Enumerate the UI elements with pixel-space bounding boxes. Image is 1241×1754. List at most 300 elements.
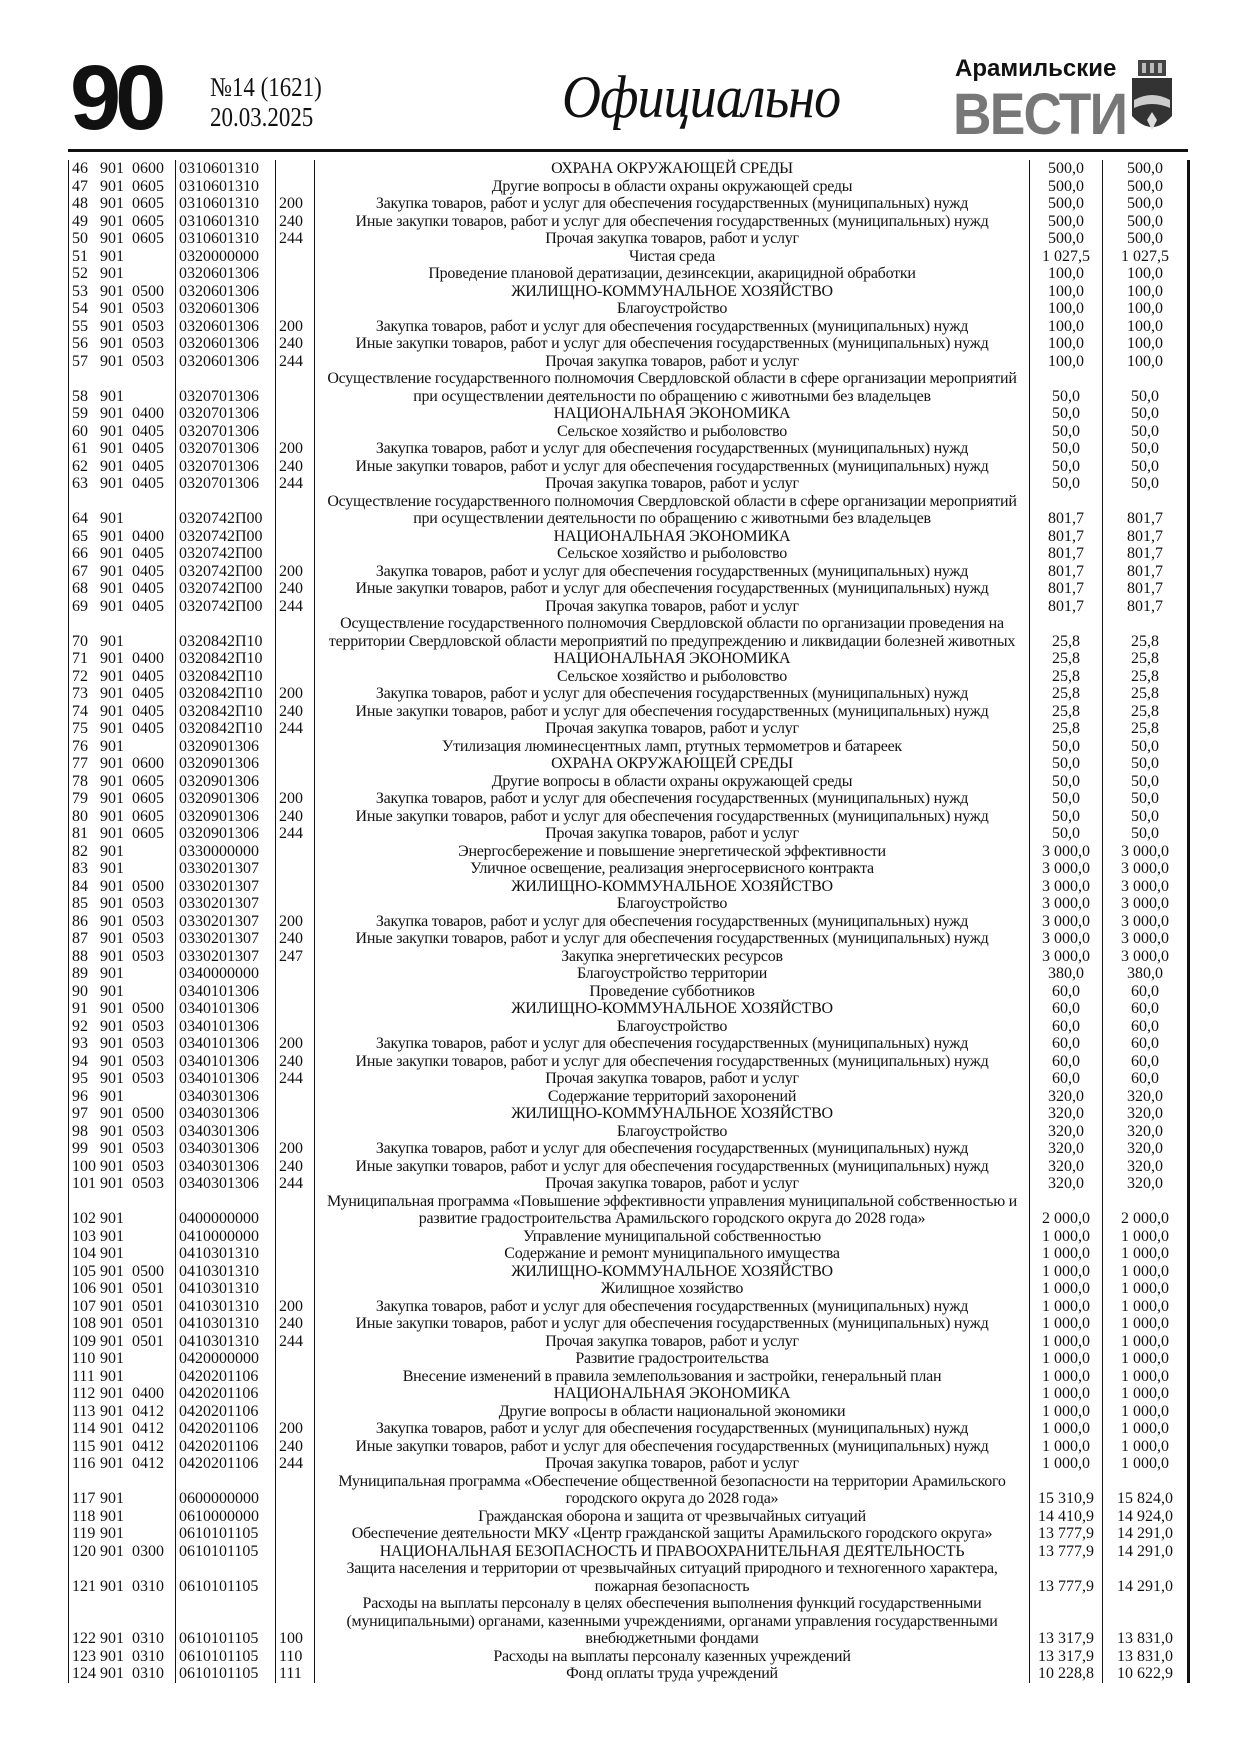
- row-number: 81: [72, 825, 88, 842]
- target-article-code: 0340301306: [176, 1175, 276, 1193]
- row-codes: [69, 1315, 176, 1333]
- target-article-code: 0320601306: [176, 300, 276, 318]
- expense-name: Содержание и ремонт муниципального имущества: [315, 1245, 1030, 1263]
- table-row: [69, 895, 1189, 913]
- expense-type-code: [276, 370, 315, 405]
- amount-year-2: 50,0: [1103, 738, 1189, 756]
- expense-name: НАЦИОНАЛЬНАЯ ЭКОНОМИКА: [315, 1385, 1030, 1403]
- amount-year-2: 13 831,0: [1103, 1648, 1189, 1666]
- expense-type-code: [276, 878, 315, 896]
- expense-type-code: [276, 265, 315, 283]
- expense-name: Прочая закупка товаров, работ и услуг: [315, 1333, 1030, 1351]
- expense-name: Благоустройство: [315, 1018, 1030, 1036]
- section-code: 0405: [132, 422, 164, 440]
- ved-code: 901: [100, 247, 124, 265]
- row-number: 56: [72, 335, 88, 352]
- row-number: 88: [72, 947, 88, 965]
- table-row: [69, 1088, 1189, 1106]
- target-article-code: 0310601310: [176, 213, 276, 231]
- ved-code: 901: [100, 440, 124, 457]
- ved-code: 901: [100, 1140, 124, 1157]
- target-article-code: 0610101105: [176, 1648, 276, 1666]
- expense-type-code: 200: [276, 1140, 315, 1158]
- row-number: 47: [72, 177, 88, 195]
- expense-name: Прочая закупка товаров, работ и услуг: [315, 1455, 1030, 1473]
- ved-code: 901: [100, 1035, 124, 1052]
- table-row: [69, 1648, 1189, 1666]
- row-number: 94: [72, 1052, 88, 1070]
- target-article-code: 0310601310: [176, 178, 276, 196]
- amount-year-2: 15 824,0: [1103, 1473, 1189, 1508]
- amount-year-1: 25,8: [1030, 720, 1103, 738]
- ved-code: 901: [100, 860, 124, 877]
- ved-code: 901: [100, 807, 124, 825]
- expense-type-code: 240: [276, 580, 315, 598]
- row-codes: [69, 1368, 176, 1386]
- amount-year-1: 50,0: [1030, 755, 1103, 773]
- expense-type-code: [276, 1105, 315, 1123]
- row-codes: [69, 1420, 176, 1438]
- amount-year-1: 60,0: [1030, 1070, 1103, 1088]
- amount-year-2: 100,0: [1103, 265, 1189, 283]
- amount-year-1: 25,8: [1030, 650, 1103, 668]
- amount-year-2: 380,0: [1103, 965, 1189, 983]
- table-row: [69, 1403, 1189, 1421]
- amount-year-2: 801,7: [1103, 580, 1189, 598]
- target-article-code: 0330201307: [176, 860, 276, 878]
- row-codes: [69, 195, 176, 213]
- expense-name: ОХРАНА ОКРУЖАЮЩЕЙ СРЕДЫ: [315, 755, 1030, 773]
- section-code: 0405: [132, 475, 164, 492]
- row-codes: [69, 1455, 176, 1473]
- amount-year-2: 50,0: [1103, 370, 1189, 405]
- ved-code: 901: [100, 1262, 124, 1280]
- amount-year-1: 50,0: [1030, 458, 1103, 476]
- ved-code: 901: [100, 1665, 124, 1682]
- table-row: [69, 405, 1189, 423]
- expense-name: Прочая закупка товаров, работ и услуг: [315, 598, 1030, 616]
- table-row: [69, 860, 1189, 878]
- amount-year-2: 14 291,0: [1103, 1525, 1189, 1543]
- row-number: 61: [72, 440, 88, 457]
- row-codes: [69, 948, 176, 966]
- row-number: 124: [72, 1665, 96, 1682]
- ved-code: 901: [100, 212, 124, 230]
- amount-year-1: 50,0: [1030, 825, 1103, 843]
- section-code: 0503: [132, 947, 164, 965]
- ved-code: 901: [100, 562, 124, 580]
- expense-name: ЖИЛИЩНО-КОММУНАЛЬНОЕ ХОЗЯЙСТВО: [315, 1105, 1030, 1123]
- target-article-code: 0340101306: [176, 1018, 276, 1036]
- expense-name: Закупка товаров, работ и услуг для обеспечения государственных (муниципальных) нужд: [315, 1420, 1030, 1438]
- table-row: [69, 580, 1189, 598]
- target-article-code: 0420201106: [176, 1385, 276, 1403]
- row-codes: [69, 598, 176, 616]
- ved-code: 901: [100, 1542, 124, 1560]
- row-number: 90: [72, 982, 88, 1000]
- amount-year-2: 13 831,0: [1103, 1595, 1189, 1648]
- row-number: 98: [72, 1122, 88, 1140]
- amount-year-1: 380,0: [1030, 965, 1103, 983]
- amount-year-2: 10 622,9: [1103, 1665, 1189, 1683]
- ved-code: 901: [100, 1630, 124, 1647]
- section-code: 0503: [132, 1140, 164, 1157]
- table-row: [69, 160, 1189, 178]
- table-row: [69, 178, 1189, 196]
- amount-year-2: 500,0: [1103, 230, 1189, 248]
- expense-type-code: [276, 545, 315, 563]
- expense-type-code: [276, 1473, 315, 1508]
- table-row: [69, 668, 1189, 686]
- amount-year-2: 3 000,0: [1103, 913, 1189, 931]
- expense-type-code: [276, 895, 315, 913]
- expense-name: Содержание территорий захоронений: [315, 1088, 1030, 1106]
- amount-year-1: 13 777,9: [1030, 1543, 1103, 1561]
- table-row: [69, 1263, 1189, 1281]
- row-number: 110: [72, 1350, 96, 1367]
- row-number: 92: [72, 1017, 88, 1035]
- target-article-code: 0410301310: [176, 1263, 276, 1281]
- target-article-code: 0340000000: [176, 965, 276, 983]
- row-codes: [69, 440, 176, 458]
- expense-name: Иные закупки товаров, работ и услуг для обеспечения государственных (муниципальных) нужд: [315, 1315, 1030, 1333]
- ved-code: 901: [100, 1105, 124, 1122]
- row-codes: [69, 213, 176, 231]
- expense-name: Закупка товаров, работ и услуг для обеспечения государственных (муниципальных) нужд: [315, 1298, 1030, 1316]
- section-code: 0600: [132, 755, 164, 772]
- amount-year-2: 1 000,0: [1103, 1420, 1189, 1438]
- target-article-code: 0410301310: [176, 1315, 276, 1333]
- section-code: 0501: [132, 1332, 164, 1350]
- target-article-code: 0320601306: [176, 318, 276, 336]
- ved-code: 901: [100, 1280, 124, 1297]
- expense-type-code: 240: [276, 1158, 315, 1176]
- expense-name: Расходы на выплаты персоналу казенных учреждений: [315, 1648, 1030, 1666]
- ved-code: 901: [100, 1157, 124, 1175]
- expense-type-code: 110: [276, 1648, 315, 1666]
- row-number: 103: [72, 1227, 96, 1245]
- target-article-code: 0320842П10: [176, 720, 276, 738]
- row-codes: [69, 563, 176, 581]
- ved-code: 901: [100, 545, 124, 562]
- amount-year-2: 25,8: [1103, 668, 1189, 686]
- target-article-code: 0320601306: [176, 283, 276, 301]
- ved-code: 901: [100, 965, 124, 982]
- ved-code: 901: [100, 335, 124, 352]
- expense-type-code: 200: [276, 563, 315, 581]
- section-code: 0405: [132, 685, 164, 702]
- row-number: 80: [72, 807, 88, 825]
- row-number: 51: [72, 247, 88, 265]
- amount-year-1: 25,8: [1030, 703, 1103, 721]
- table-row: [69, 440, 1189, 458]
- table-row: [69, 1105, 1189, 1123]
- target-article-code: 0310601310: [176, 160, 276, 178]
- amount-year-1: 1 000,0: [1030, 1333, 1103, 1351]
- amount-year-2: 801,7: [1103, 563, 1189, 581]
- target-article-code: 0320701306: [176, 423, 276, 441]
- ved-code: 901: [100, 1577, 124, 1595]
- section-code: 0405: [132, 457, 164, 475]
- expense-name: Иные закупки товаров, работ и услуг для обеспечения государственных (муниципальных) нужд: [315, 703, 1030, 721]
- row-codes: [69, 1245, 176, 1263]
- target-article-code: 0330201307: [176, 895, 276, 913]
- table-row: [69, 843, 1189, 861]
- row-number: 53: [72, 282, 88, 300]
- expense-type-code: 200: [276, 1420, 315, 1438]
- row-codes: [69, 930, 176, 948]
- target-article-code: 0320901306: [176, 808, 276, 826]
- row-number: 89: [72, 965, 88, 982]
- row-codes: [69, 1105, 176, 1123]
- amount-year-2: 14 291,0: [1103, 1543, 1189, 1561]
- section-code: 0605: [132, 790, 164, 807]
- expense-name: Закупка товаров, работ и услуг для обеспечения государственных (муниципальных) нужд: [315, 195, 1030, 213]
- ved-code: 901: [100, 1000, 124, 1017]
- expense-type-code: [276, 1403, 315, 1421]
- section-code: 0405: [132, 597, 164, 615]
- row-codes: [69, 1035, 176, 1053]
- amount-year-1: 50,0: [1030, 790, 1103, 808]
- section-code: 0605: [132, 825, 164, 842]
- section-code: 0310: [132, 1647, 164, 1665]
- expense-type-code: [276, 493, 315, 528]
- row-number: 58: [72, 387, 88, 405]
- row-codes: [69, 913, 176, 931]
- expense-name: Иные закупки товаров, работ и услуг для обеспечения государственных (муниципальных) нужд: [315, 580, 1030, 598]
- amount-year-2: 50,0: [1103, 773, 1189, 791]
- expense-type-code: [276, 650, 315, 668]
- amount-year-1: 14 410,9: [1030, 1508, 1103, 1526]
- issue-info: [210, 72, 322, 132]
- amount-year-2: 50,0: [1103, 458, 1189, 476]
- expense-name: Прочая закупка товаров, работ и услуг: [315, 230, 1030, 248]
- amount-year-1: 3 000,0: [1030, 913, 1103, 931]
- ved-code: 901: [100, 1367, 124, 1385]
- row-number: 85: [72, 895, 88, 912]
- ved-code: 901: [100, 1315, 124, 1332]
- expense-type-code: [276, 615, 315, 650]
- amount-year-2: 100,0: [1103, 283, 1189, 301]
- section-code: 0500: [132, 1000, 164, 1017]
- expense-name: НАЦИОНАЛЬНАЯ ЭКОНОМИКА: [315, 650, 1030, 668]
- expense-name: Иные закупки товаров, работ и услуг для обеспечения государственных (муниципальных) нужд: [315, 213, 1030, 231]
- row-number: 104: [72, 1245, 96, 1262]
- ved-code: 901: [100, 982, 124, 1000]
- table-row: [69, 650, 1189, 668]
- ved-code: 901: [100, 685, 124, 702]
- row-number: 99: [72, 1140, 88, 1157]
- row-number: 107: [72, 1297, 96, 1315]
- row-codes: [69, 878, 176, 896]
- expense-name: Энергосбережение и повышение энергетической эффективности: [315, 843, 1030, 861]
- row-codes: [69, 493, 176, 528]
- row-codes: [69, 1000, 176, 1018]
- amount-year-2: 25,8: [1103, 720, 1189, 738]
- amount-year-2: 50,0: [1103, 790, 1189, 808]
- row-codes: [69, 1350, 176, 1368]
- expense-type-code: [276, 1385, 315, 1403]
- amount-year-1: 1 000,0: [1030, 1298, 1103, 1316]
- table-row: [69, 1333, 1189, 1351]
- expense-type-code: [276, 1525, 315, 1543]
- row-number: 82: [72, 842, 88, 860]
- target-article-code: 0410301310: [176, 1280, 276, 1298]
- table-row: [69, 1665, 1189, 1683]
- table-row: [69, 790, 1189, 808]
- ved-code: 901: [100, 527, 124, 545]
- row-number: 67: [72, 562, 88, 580]
- amount-year-2: 3 000,0: [1103, 878, 1189, 896]
- section-code: 0503: [132, 335, 164, 352]
- amount-year-2: 320,0: [1103, 1123, 1189, 1141]
- expense-type-code: 244: [276, 720, 315, 738]
- row-number: 49: [72, 212, 88, 230]
- expense-name: Благоустройство территории: [315, 965, 1030, 983]
- expense-type-code: [276, 1088, 315, 1106]
- amount-year-2: 1 000,0: [1103, 1368, 1189, 1386]
- expense-type-code: [276, 1508, 315, 1526]
- expense-type-code: [276, 1263, 315, 1281]
- ved-code: 901: [100, 1297, 124, 1315]
- target-article-code: 0320601306: [176, 335, 276, 353]
- expense-name: ЖИЛИЩНО-КОММУНАЛЬНОЕ ХОЗЯЙСТВО: [315, 1263, 1030, 1281]
- ved-code: 901: [100, 930, 124, 947]
- expense-name: Прочая закупка товаров, работ и услуг: [315, 1175, 1030, 1193]
- expense-type-code: [276, 160, 315, 178]
- expense-type-code: [276, 1560, 315, 1595]
- amount-year-2: 14 924,0: [1103, 1508, 1189, 1526]
- ved-code: 901: [100, 895, 124, 912]
- row-codes: [69, 318, 176, 336]
- amount-year-2: 1 027,5: [1103, 248, 1189, 266]
- table-row: [69, 563, 1189, 581]
- row-codes: [69, 283, 176, 301]
- amount-year-1: 50,0: [1030, 475, 1103, 493]
- amount-year-2: 60,0: [1103, 1018, 1189, 1036]
- amount-year-2: 14 291,0: [1103, 1560, 1189, 1595]
- section-code: 0605: [132, 772, 164, 790]
- target-article-code: 0320701306: [176, 440, 276, 458]
- table-row: [69, 965, 1189, 983]
- expense-type-code: [276, 1245, 315, 1263]
- row-codes: [69, 423, 176, 441]
- expense-type-code: 240: [276, 213, 315, 231]
- target-article-code: 0340101306: [176, 983, 276, 1001]
- section-code: 0310: [132, 1577, 164, 1595]
- amount-year-2: 100,0: [1103, 353, 1189, 371]
- section-code: 0503: [132, 912, 164, 930]
- expense-type-code: [276, 300, 315, 318]
- ved-code: 901: [100, 160, 124, 177]
- row-codes: [69, 755, 176, 773]
- target-article-code: 0320742П00: [176, 545, 276, 563]
- section-code: 0400: [132, 650, 164, 667]
- amount-year-1: 60,0: [1030, 1035, 1103, 1053]
- row-codes: [69, 1070, 176, 1088]
- expense-name: Чистая среда: [315, 248, 1030, 266]
- ved-code: 901: [100, 1647, 124, 1665]
- target-article-code: 0610101105: [176, 1525, 276, 1543]
- expense-type-code: 244: [276, 1333, 315, 1351]
- target-article-code: 0340101306: [176, 1035, 276, 1053]
- expense-name: Расходы на выплаты персоналу в целях обеспечения выполнения функций государственными (муниципальными) органами, казенными учреждениями, органами управления государственными внебюджетными фондами: [315, 1595, 1030, 1648]
- expense-type-code: [276, 283, 315, 301]
- row-codes: [69, 1595, 176, 1648]
- row-codes: [69, 1508, 176, 1526]
- expense-name: Сельское хозяйство и рыболовство: [315, 668, 1030, 686]
- section-code: 0503: [132, 895, 164, 912]
- row-codes: [69, 668, 176, 686]
- row-codes: [69, 1473, 176, 1508]
- ved-code: 901: [100, 720, 124, 737]
- table-row: [69, 983, 1189, 1001]
- amount-year-1: 801,7: [1030, 580, 1103, 598]
- row-codes: [69, 458, 176, 476]
- target-article-code: 0340301306: [176, 1105, 276, 1123]
- amount-year-1: 1 000,0: [1030, 1350, 1103, 1368]
- row-codes: [69, 370, 176, 405]
- expense-type-code: [276, 1123, 315, 1141]
- section-code: 0300: [132, 1542, 164, 1560]
- ved-code: 901: [100, 1402, 124, 1420]
- expense-name: Иные закупки товаров, работ и услуг для обеспечения государственных (муниципальных) нужд: [315, 1053, 1030, 1071]
- target-article-code: 0410000000: [176, 1228, 276, 1246]
- amount-year-2: 500,0: [1103, 195, 1189, 213]
- section-code: 0500: [132, 1105, 164, 1122]
- amount-year-1: 1 000,0: [1030, 1228, 1103, 1246]
- amount-year-2: 801,7: [1103, 598, 1189, 616]
- section-code: 0405: [132, 702, 164, 720]
- section-code: 0503: [132, 1070, 164, 1087]
- table-row: [69, 878, 1189, 896]
- amount-year-1: 500,0: [1030, 178, 1103, 196]
- amount-year-1: 100,0: [1030, 300, 1103, 318]
- expense-name: ОХРАНА ОКРУЖАЮЩЕЙ СРЕДЫ: [315, 160, 1030, 178]
- target-article-code: 0340101306: [176, 1070, 276, 1088]
- expense-name: Прочая закупка товаров, работ и услуг: [315, 353, 1030, 371]
- amount-year-2: 3 000,0: [1103, 930, 1189, 948]
- target-article-code: 0310601310: [176, 195, 276, 213]
- table-row: [69, 458, 1189, 476]
- target-article-code: 0330201307: [176, 878, 276, 896]
- amount-year-1: 1 000,0: [1030, 1315, 1103, 1333]
- expense-name: ЖИЛИЩНО-КОММУНАЛЬНОЕ ХОЗЯЙСТВО: [315, 1000, 1030, 1018]
- target-article-code: 0340301306: [176, 1088, 276, 1106]
- ved-code: 901: [100, 352, 124, 370]
- section-code: 0605: [132, 230, 164, 247]
- row-codes: [69, 650, 176, 668]
- target-article-code: 0420201106: [176, 1403, 276, 1421]
- ved-code: 901: [100, 282, 124, 300]
- row-number: 123: [72, 1647, 96, 1665]
- amount-year-2: 50,0: [1103, 405, 1189, 423]
- table-row: [69, 1000, 1189, 1018]
- amount-year-1: 50,0: [1030, 405, 1103, 423]
- expense-type-code: 240: [276, 1438, 315, 1456]
- issue-date: 20.03.2025: [210, 102, 314, 132]
- row-number: 116: [72, 1455, 96, 1472]
- ved-code: 901: [100, 1490, 124, 1507]
- target-article-code: 0410301310: [176, 1298, 276, 1316]
- amount-year-1: 1 000,0: [1030, 1455, 1103, 1473]
- expense-name: Осуществление государственного полномочия Свердловской области в сфере организации мероприятий при осуществлении деятельности по обращению с животными без владельцев: [315, 493, 1030, 528]
- ved-code: 901: [100, 1087, 124, 1105]
- row-number: 115: [72, 1437, 96, 1455]
- target-article-code: 0320742П00: [176, 528, 276, 546]
- ved-code: 901: [100, 1332, 124, 1350]
- amount-year-1: 50,0: [1030, 440, 1103, 458]
